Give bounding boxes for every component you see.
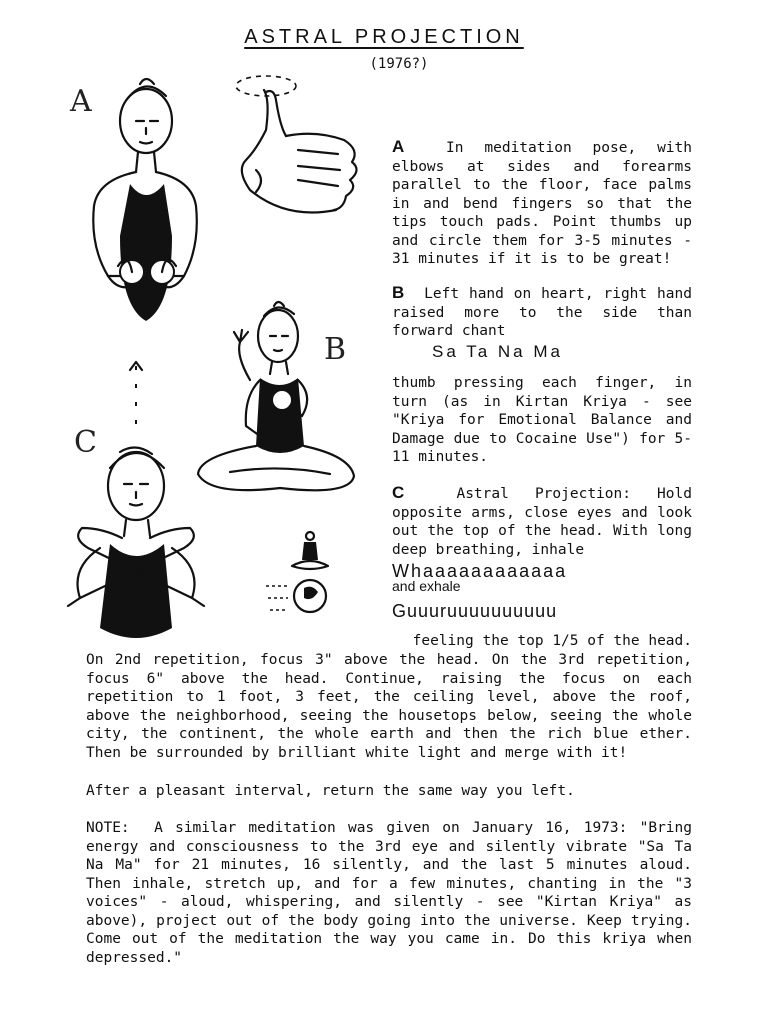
figure-label-b: B [324,332,347,367]
section-c-inhale-sound: Whaaaaaaaaaaaa [392,561,568,581]
page-title: ASTRAL PROJECTION [244,26,524,48]
section-c-text-short: feeling the top 1/5 of the head. [412,633,692,649]
section-a-paragraph [392,138,692,269]
small-meditator-globe-illustration [262,526,342,616]
dotted-arrow-icon [126,354,146,434]
section-a-label: A [392,137,405,156]
section-c-label: C [392,483,405,502]
section-c-exhale-sound: Guuuruuuuuuuuuu [392,601,558,621]
note-paragraph [86,819,692,967]
section-b-label: B [392,283,405,302]
section-c-exhale-label: and exhale [392,578,461,594]
section-b-text2: thumb pressing each finger, in turn (as in Kirtan Kriya - see "Kriya for Emotional Balance and Damage due to Cocaine Use") for 5-11 minutes. [392,375,692,465]
figure-label-a: A [70,84,92,119]
page-subtitle: (1976?) [369,56,429,72]
section-c-text-long: On 2nd repetition, focus 3" above the head. On the 3rd repetition, focus 6" above the head. Continue, raising the focus on each repetition to 1 foot, 3 feet, the ceiling level, above the roof, above the neighborhood, seeing the housetops below, seeing the whole city, the continent, the whole earth and then the rich blue ether. Then be surrounded by brilliant white light and merge with it! [86,652,692,761]
section-c-text: Astral Projection: Hold opposite arms, close eyes and look out the top of the head. With long deep breathing, inhale [392,486,692,558]
figure-c-illustration [60,428,260,658]
section-a-text: In meditation pose, with elbows at sides and forearms parallel to the floor, face palms in and bend fingers so that the tips touch pads. Point thumbs up and circle them for 3-5 minutes - 31 minutes if it is to be great! [392,140,693,267]
section-b-text: Left hand on heart, right hand raised more to the side than forward chant [392,286,692,339]
section-b-chant: Sa Ta Na Ma [432,342,563,361]
figure-label-c: C [74,425,97,460]
section-c-paragraph [392,484,692,559]
note-label: NOTE: [86,820,130,836]
after-paragraph: After a pleasant interval, return the same way you left. [86,783,575,799]
section-b-paragraph [392,284,692,341]
hand-mudra-illustration [226,70,376,220]
note-text: A similar meditation was given on January 16, 1973: "Bring energy and consciousness to the 3rd eye and silently vibrate "Sa Ta Na Ma" for 21 minutes, 16 silently, and the last 5 minutes aloud. Then inhale, stretch up, and for a few minutes, chanting in the "3 voices" - aloud, whispering, and silently - see "Kirtan Kriya" as above), project out of the body going into the universe. Keep trying. Come out of the meditation the way you came in. Do this kriya when depressed." [86,820,692,966]
